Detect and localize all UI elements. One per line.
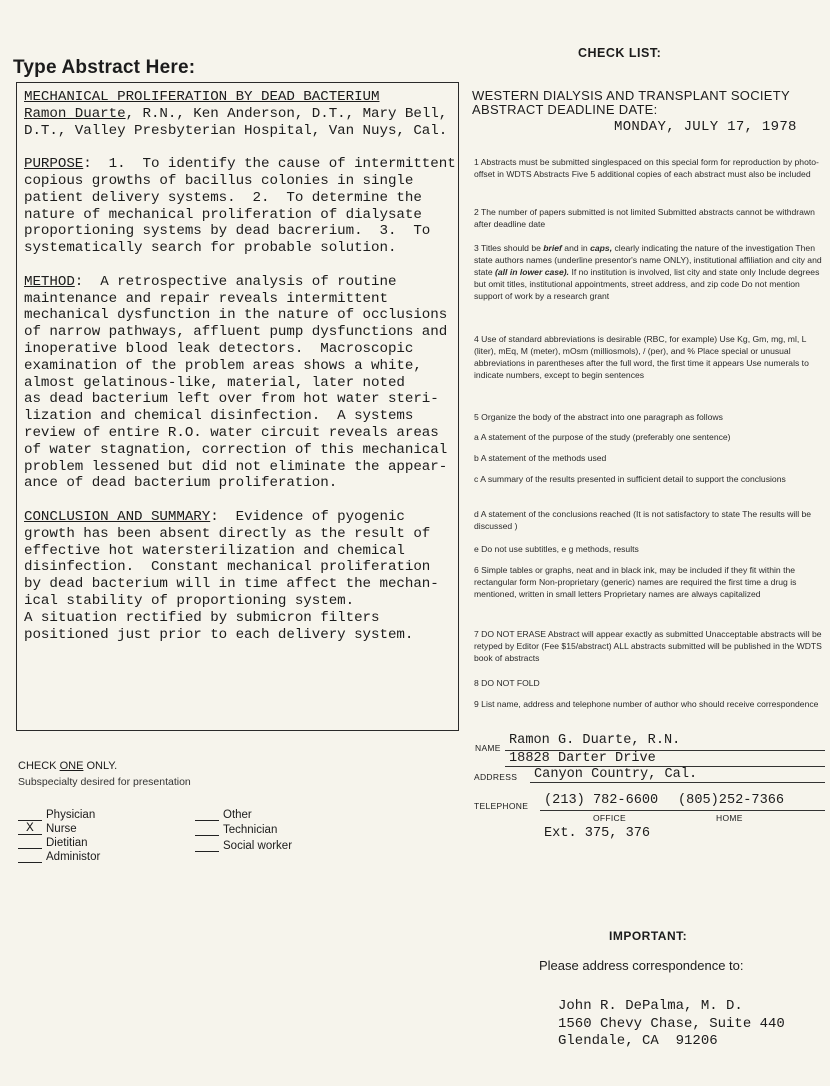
option-physician[interactable] [18,807,95,821]
please-address-text: Please address correspondence to: [539,958,744,973]
important-heading: IMPORTANT: [609,929,688,943]
checklist-item-5b: b A statement of the methods used [474,453,607,463]
abstract-line: inoperative blood leak detectors. Macroscopic [24,340,414,357]
item3-text: and in [561,243,591,253]
abstract-line: proportioning systems by dead bacrerium. 3. To [24,223,431,240]
abstract-line: ical stability of proportioning system. [24,592,355,609]
checklist-item-8: 8 DO NOT FOLD [474,678,540,688]
deadline-label: ABSTRACT DEADLINE DATE: [472,102,658,117]
phone-office[interactable]: (213) 782-6600 [544,793,659,808]
item3-lowercase: (all in lower case). [495,266,570,277]
address-line [530,782,825,783]
abstract-line: systematically search for probable solution. [24,240,397,257]
correspondence-address [558,998,785,1051]
option-label: Nurse [46,823,77,835]
name-value[interactable]: Ramon G. Duarte, R.N. [509,733,681,748]
checklist-item-3 [474,243,826,303]
checklist-item-2: 2 The number of papers submitted is not limited Submitted abstracts cannot be withdrawn after deadline date [474,207,815,229]
abstract-line: review of entire R.O. water circuit reveals areas [24,424,439,441]
checklist-item-1: 1 Abstracts must be submitted singlespaced on this special form for reproduction by photo-offset in WDTS Abstracts Five 5 additional copies of each abstract must also be included [474,157,819,179]
checklist-item-5: 5 Organize the body of the abstract into one paragraph as follows [474,412,723,422]
checkbox-blank[interactable] [195,809,219,821]
abstract-line: METHOD: A retrospective analysis of routine [24,273,397,290]
abstract-text [24,89,456,643]
abstract-line: growth has been absent directly as the result of [24,525,431,542]
subspecialty-label: Subspecialty desired for presentation [18,776,191,788]
checklist-item-5d: d A statement of the conclusions reached (It is not satisfactory to state The results will be discussed ) [474,509,812,531]
abstract-line: patient delivery systems. 2. To determine the [24,189,422,206]
abstract-line: Ramon Duarte, R.N., Ken Anderson, D.T., Mary Bell, [24,105,448,122]
checkbox-blank[interactable] [18,851,42,863]
option-nurse[interactable] [18,821,77,835]
option-label: Administor [46,851,101,863]
abstract-line: effective hot watersterilization and chemical [24,542,405,559]
abstract-line: maintenance and repair reveals intermittent [24,290,388,307]
checklist-item-5e: e Do not use subtitles, e g methods, results [474,544,639,554]
checkbox-blank[interactable] [18,837,42,849]
deadline-date: MONDAY, JULY 17, 1978 [614,119,797,135]
society-name: WESTERN DIALYSIS AND TRANSPLANT SOCIETY [472,88,790,103]
checkbox-blank[interactable] [195,824,219,836]
check-one-instruction [18,760,117,772]
city-value[interactable]: Canyon Country, Cal. [534,767,698,782]
corr-name: John R. DePalma, M. D. [558,998,743,1014]
abstract-line: problem lessened but did not eliminate the appear- [24,458,448,475]
address-label: ADDRESS [474,772,518,782]
society-header [472,89,790,117]
item3-text: clearly indicating the nature of the investigation Then state authors names (underline presentor's name ONLY), institutional affiliation and city and state [474,243,822,277]
checklist-item-7: 7 DO NOT ERASE Abstract will appear exactly as submitted Unacceptable abstracts will be retyped by Editor (Fee $15/abstract) ALL abstracts submitted will be published in the WDTS book of abstracts [474,629,822,663]
abstract-line: CONCLUSION AND SUMMARY: Evidence of pyogenic [24,508,405,525]
checkbox-blank[interactable] [18,820,42,835]
checkbox-blank[interactable] [195,840,219,852]
option-dietitian[interactable] [18,835,88,849]
name-label: NAME [475,743,501,753]
phone-home[interactable]: (805)252-7366 [678,793,785,808]
abstract-line: examination of the problem areas shows a white, [24,357,422,374]
abstract-line: nature of mechanical proliferation of dialysate [24,206,422,223]
option-technician[interactable] [195,822,277,836]
abstract-line: disinfection. Constant mechanical proliferation [24,559,431,576]
abstract-line: D.T., Valley Presbyterian Hospital, Van Nuys, Cal. [24,122,448,139]
telephone-line [540,810,825,811]
abstract-line: copious growths of bacillus colonies in single [24,172,414,189]
abstract-line [24,139,456,156]
checklist-item-4: 4 Use of standard abbreviations is desirable (RBC, for example) Use Kg, Gm, mg, ml, L (liter), mEq, M (meter), mOsm (milliosmols), / (per), and % Place special or unusual abbreviations in parentheses after the full word, the first time it appears Use numerals to indicate numbers, except to begin sentences [474,334,809,380]
option-label: Technician [223,824,278,836]
abstract-line: A situation rectified by submicron filters [24,609,380,626]
type-abstract-heading: Type Abstract Here: [13,57,196,78]
abstract-line [24,492,456,509]
street-value[interactable]: 18828 Darter Drive [509,751,656,766]
abstract-line: of narrow pathways, affluent pump dysfunctions and [24,324,448,341]
check-one-post: ONLY. [83,760,118,772]
home-label: HOME [716,813,743,823]
check-mark: X [26,820,34,835]
abstract-line: ance of dead bacterium proliferation. [24,475,338,492]
abstract-line: by dead bacterium will in time affect the mechan- [24,576,439,593]
checklist-item-5c: c A summary of the results presented in sufficient detail to support the conclusions [474,474,786,484]
checklist-title: CHECK LIST: [578,46,662,60]
check-one-word: ONE [59,760,84,772]
item3-brief: brief [543,243,562,253]
option-label: Dietitian [46,837,88,849]
abstract-line: MECHANICAL PROLIFERATION BY DEAD BACTERIUM [24,89,380,105]
abstract-line: PURPOSE: 1. To identify the cause of intermittent [24,156,456,173]
check-one-pre: CHECK [18,760,60,772]
abstract-line: as dead bacterium left over from hot water steri- [24,391,439,408]
abstract-line: almost gelatinous-like, material, later noted [24,374,405,391]
office-label: OFFICE [593,813,626,823]
checklist-item-5a: a A statement of the purpose of the study (preferably one sentence) [474,432,731,442]
item3-text: 3 Titles should be [474,243,544,253]
telephone-label: TELEPHONE [474,801,529,811]
item3-caps: caps, [590,243,613,253]
extension-value[interactable]: Ext. 375, 376 [544,826,651,841]
option-label: Other [223,809,252,821]
checklist-item-6: 6 Simple tables or graphs, neat and in black ink, may be included if they fit within the rectangular form Non-proprietary (generic) names are required the first time a drug is mentioned, written in small letters Proprietary names are always capitalized [474,565,797,599]
abstract-line [24,257,456,274]
corr-street: 1560 Chevy Chase, Suite 440 [558,1015,785,1032]
item3-text: If no institution is involved, list city and state only Include degrees but omit titles, institutional appointments, street address, and zip code Do not mention support of work by a research grant [474,266,820,301]
option-other[interactable] [195,807,252,821]
option-administor[interactable] [18,849,100,863]
option-label: Social worker [223,840,293,852]
abstract-line: of water stagnation, correction of this mechanical [24,441,448,458]
checklist-item-9: 9 List name, address and telephone number of author who should receive correspondence [474,699,819,709]
abstract-line: lization and chemical disinfection. A systems [24,408,414,425]
corr-city: Glendale, CA 91206 [558,1033,718,1049]
option-label: Physician [46,809,96,821]
abstract-line: mechanical dysfunction in the nature of occlusions [24,307,448,324]
abstract-line: positioned just prior to each delivery system. [24,626,414,643]
option-social-worker[interactable] [195,838,292,852]
